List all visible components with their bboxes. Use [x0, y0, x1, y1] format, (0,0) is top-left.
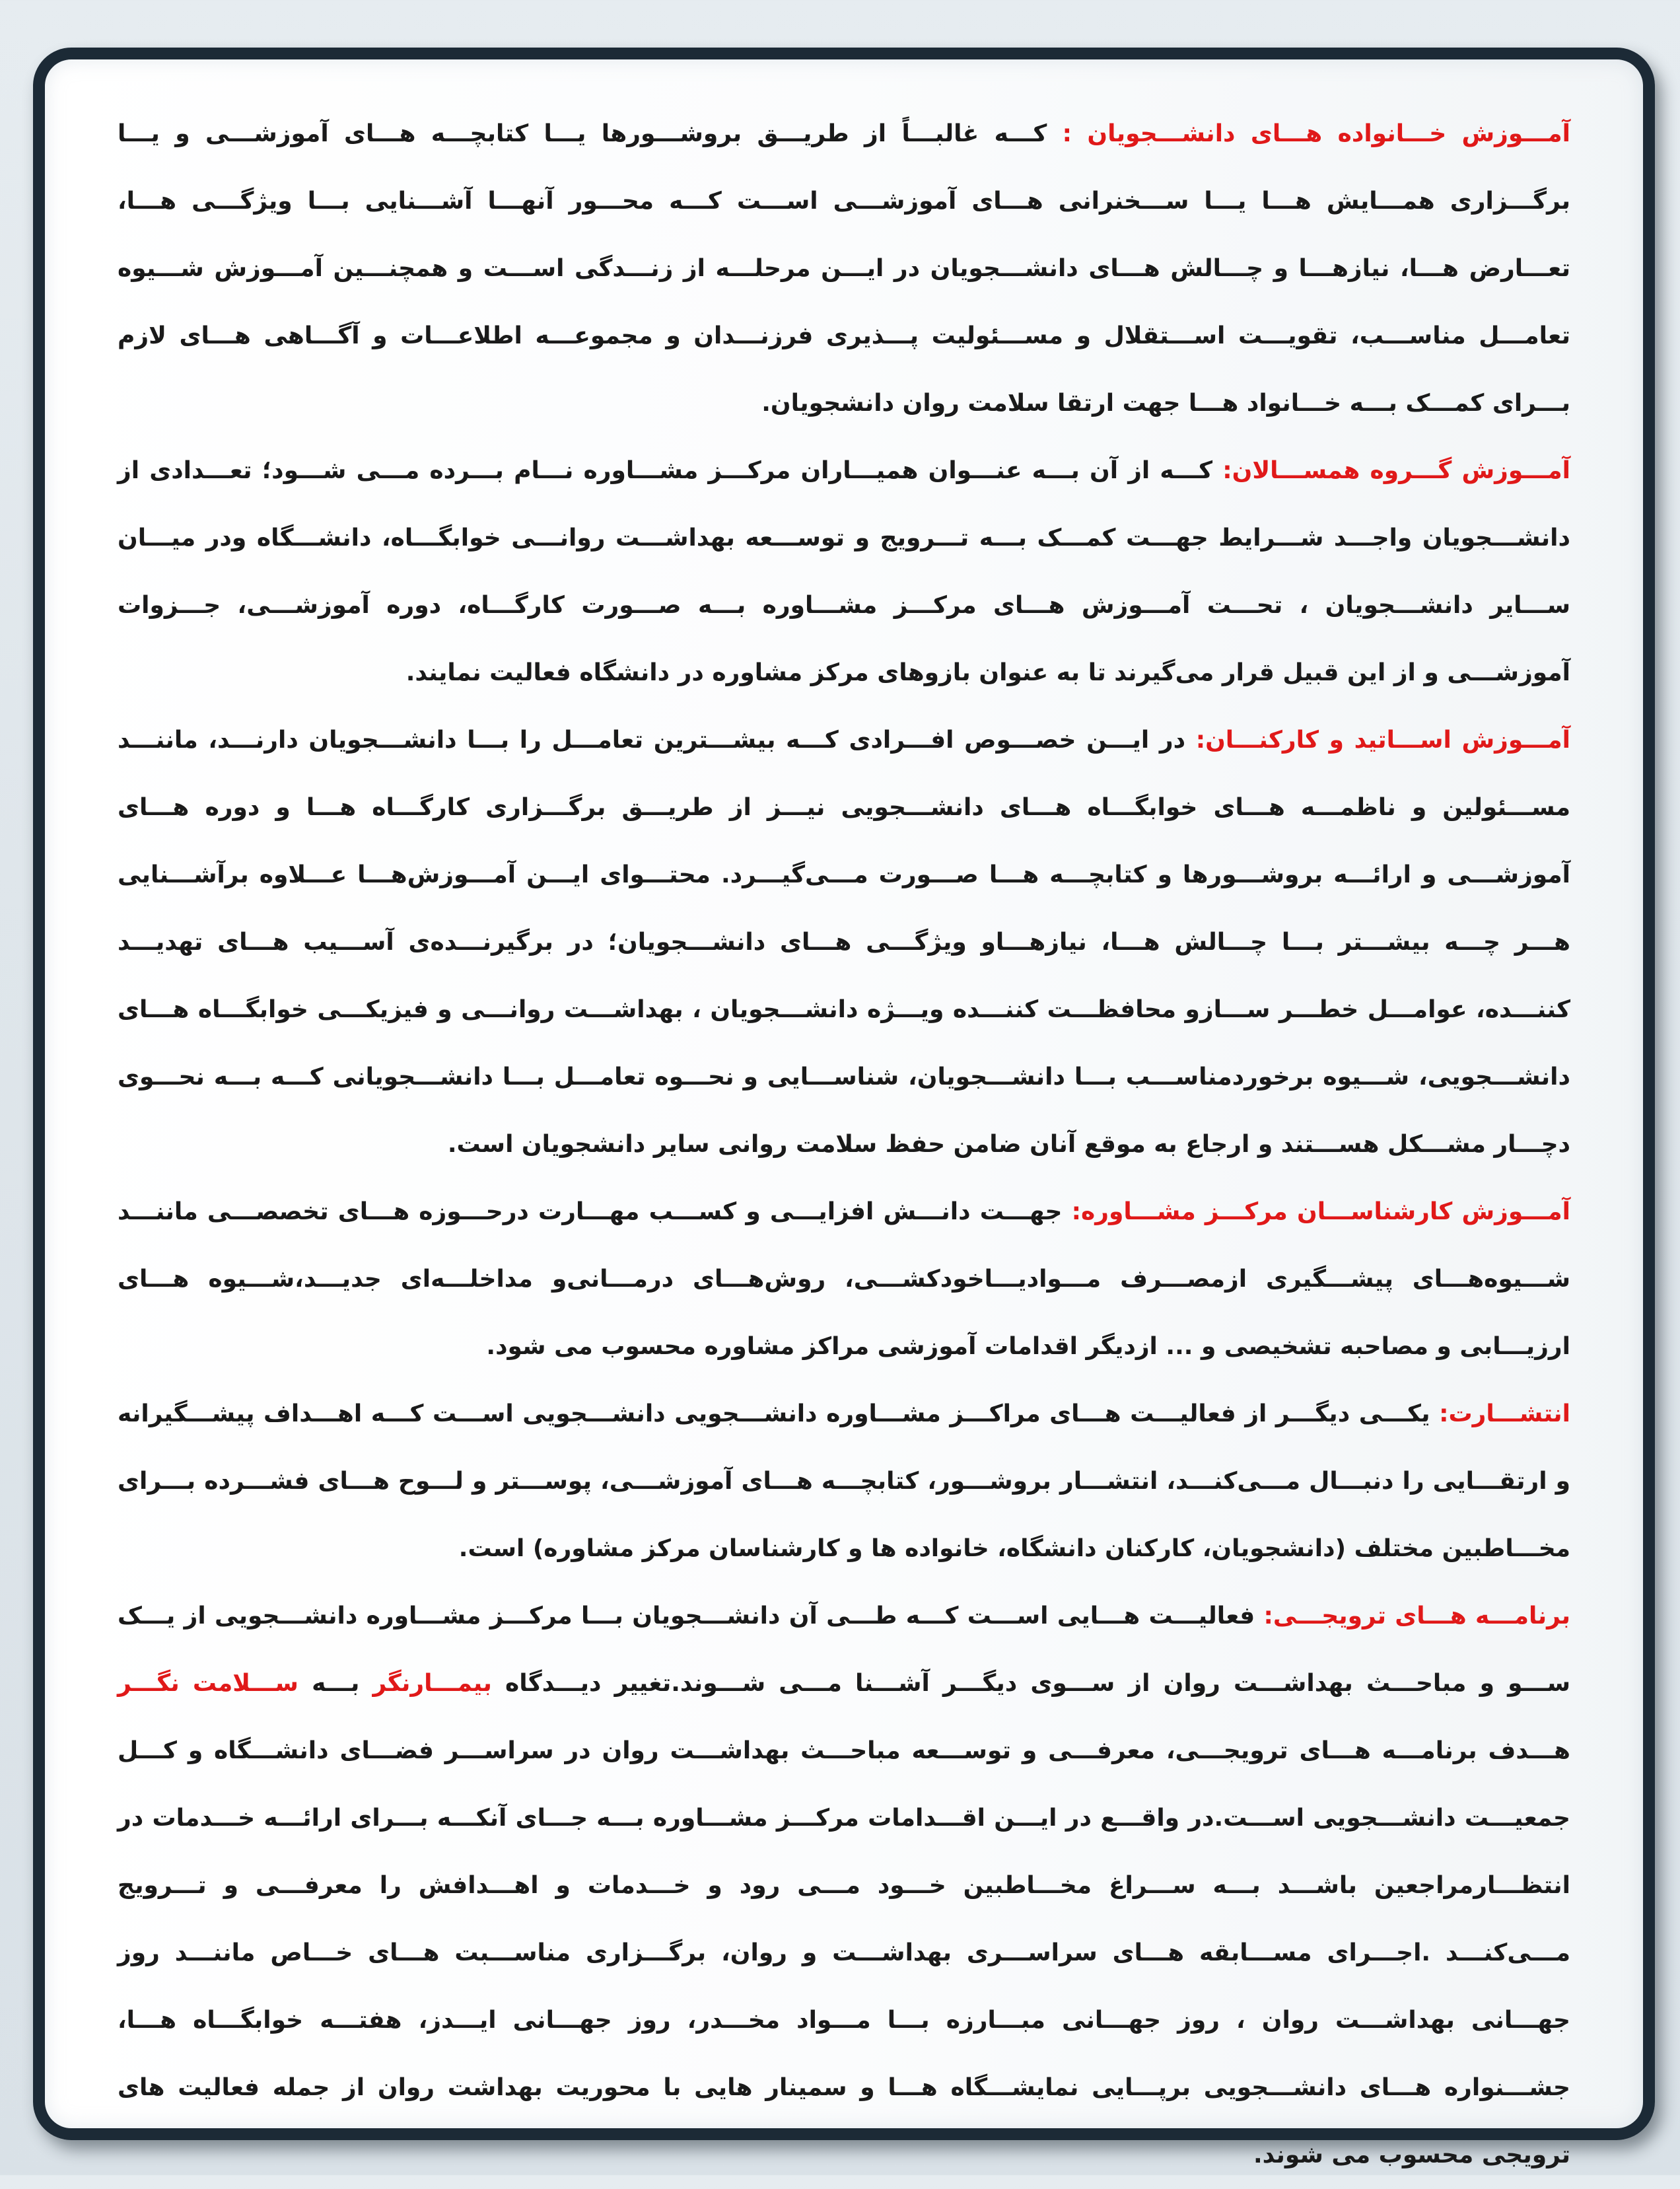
paragraph-family-education [118, 100, 1570, 437]
paragraph-text: هـــدف برنامـــه هـــای ترویجـــی، معرفـــی و توســـعه مباحـــث بهداشـــت روان در سراســـر فضـــای دانشـــگاه و کـــل جمعیـــت دانشـــجویی اســـت.در واقـــع در ایـــن اقـــدامات مرکـــز مشـــاوره بـــه جـــای آنکـــه بـــرای ارائـــه خـــدمات در انتظـــارمراجعین باشـــد بـــه ســـراغ مخـــاطبین خـــود مـــی رود و خـــدمات و اهـــدافش را معرفـــی و تـــرویج مـــی‌کنـــد .اجـــرای مســـابقه هـــای سراســـری بهداشـــت و روان، برگـــزاری مناســـبت هـــای خـــاص ماننـــد روز جهـــانی بهداشـــت روان ، روز جهـــانی مبـــارزه بـــا مـــواد مخـــدر، روز جهـــانی ایـــدز، هفتـــه خوابگـــاه هـــا، جشـــنواره هـــای دانشـــجویی برپـــایی نمایشـــگاه هـــا و سمینار هایی با محوریت بهداشت روان از جمله فعالیت های ترویجی محسوب می شوند. [118, 1737, 1570, 2169]
document-body [118, 100, 1570, 2189]
paragraph-publications [118, 1381, 1570, 1583]
heading-peer-education: آمـــوزش گـــروه همســـالان: [1222, 457, 1570, 484]
page-frame [33, 48, 1655, 2169]
highlight-illness-oriented: بیمـــارنگر [372, 1670, 492, 1697]
paragraph-text: جهـــت دانـــش افزایـــی و کســـب مهـــارت درحـــوزه هـــای تخصصـــی ماننـــد شـــیوه‌هـــای پیشـــگیری ازمصـــرف مـــوادیـــاخودکشـــی، روش‌هـــای درمـــانی‌و مداخلـــه‌ای جدیـــد،شـــیوه هـــای ارزیـــابی و مصاحبه تشخیصی و ... ازدیگر اقدامات آموزشی مراکز مشاوره محسوب می شود. [118, 1198, 1570, 1360]
paragraph-text: کـــه از آن بـــه عنـــوان همیـــاران مرکـــز مشـــاوره نـــام بـــرده مـــی شـــود؛ تعـــدادی از دانشـــجویان واجـــد شـــرایط جهـــت کمـــک بـــه تـــرویج و توســـعه بهداشـــت روانـــی خوابگـــاه، دانشـــگاه ودر میـــان ســـایر دانشـــجویان ، تحـــت آمـــوزش هـــای مرکـــز مشـــاوره بـــه صـــورت کارگـــاه، دوره آموزشـــی، جـــزوات آموزشـــی و از این قبیل قرار می‌گیرند تا به عنوان بازوهای مرکز مشاوره در دانشگاه فعالیت نمایند. [118, 457, 1570, 686]
paragraph-peer-education [118, 437, 1570, 707]
heading-counselor-education: آمـــوزش کارشناســـان مرکـــز مشـــاوره: [1071, 1198, 1570, 1225]
paragraph-promotional-programs [118, 1583, 1570, 2189]
paragraph-text: در ایـــن خصـــوص افـــرادی کـــه بیشـــترین تعامـــل را بـــا دانشـــجویان دارنـــد، ماننـــد مســـئولین و ناظمـــه هـــای خوابگـــاه هـــای دانشـــجویی نیـــز از طریـــق برگـــزاری کارگـــاه هـــا و دوره هـــای آموزشـــی و ارائـــه بروشـــورها و کتابچـــه هـــا صـــورت مـــی‌گیـــرد. محتـــوای ایـــن آمـــوزش‌هـــا عـــلاوه برآشـــنایی هـــر چـــه بیشـــتر بـــا چـــالش هـــا، نیازهـــاو ویژگـــی هـــای دانشـــجویان؛ در برگیرنـــده‌ی آســـیب هـــای تهدیـــد کننـــده، عوامـــل خطـــر ســـازو محافظـــت کننـــده ویـــژه دانشـــجویان ، بهداشـــت روانـــی و فیزیکـــی خوابگـــاه هـــای دانشـــجویی، شـــیوه برخوردمناســـب بـــا دانشـــجویان، شناســـایی و نحـــوه تعامـــل بـــا دانشـــجویانی کـــه بـــه نحـــوی دچـــار مشـــکل هســـتند و ارجاع به موقع آنان ضامن حفظ سلامت روانی سایر دانشجویان است. [118, 727, 1570, 1158]
highlight-health-oriented: ســـلامت نگـــر [118, 1670, 298, 1697]
heading-family-education: آمـــوزش خـــانواده هـــای دانشـــجویان : [1062, 120, 1570, 147]
paragraph-text: یکـــی دیگـــر از فعالیـــت هـــای مراکـــز مشـــاوره دانشـــجویی دانشـــجویی اســـت کـــه اهـــداف پیشـــگیرانه و ارتقـــایی را دنبـــال مـــی‌کنـــد، انتشـــار بروشـــور، کتابچـــه هـــای آموزشـــی، پوســـتر و لـــوح هـــای فشـــرده بـــرای مخـــاطبین مختلف (دانشجویان، کارکنان دانشگاه، خانواده ها و کارشناسان مرکز مشاوره) است. [118, 1400, 1570, 1562]
heading-promotional-programs: برنامـــه هـــای ترویجـــی: [1263, 1602, 1571, 1630]
heading-staff-education: آمـــوزش اســـاتید و کارکنـــان: [1195, 727, 1570, 754]
paragraph-text: فعالیـــت هـــایی اســـت کـــه طـــی آن دانشـــجویان بـــا مرکـــز مشـــاوره دانشـــجویی از یـــک ســـو و مباحـــث بهداشـــت روان از ســـوی دیگـــر آشـــنا مـــی شـــوند.تغییر دیـــدگاه [118, 1602, 1570, 1697]
heading-publications: انتشـــارت: [1439, 1400, 1570, 1427]
paragraph-text: کـــه غالبـــاً از طریـــق بروشـــورها یـــا کتابچـــه هـــای آموزشـــی و یـــا برگـــزاری همـــایش هـــا یـــا ســـخنرانی هـــای آموزشـــی اســـت کـــه محـــور آنهـــا آشـــنایی بـــا ویژگـــی هـــا، تعـــارض هـــا، نیازهـــا و چـــالش هـــای دانشـــجویان در ایـــن مرحلـــه از زنـــدگی اســـت و همچنـــین آمـــوزش شـــیوه تعامـــل مناســـب، تقویـــت اســـتقلال و مســـئولیت پـــذیری فرزنـــدان و مجموعـــه اطلاعـــات و آگـــاهی هـــای لازم بـــرای کمـــک بـــه خـــانواد هـــا جهت ارتقا سلامت روان دانشجویان. [118, 120, 1570, 417]
paragraph-text: بـــه [298, 1670, 373, 1697]
paragraph-staff-education [118, 707, 1570, 1178]
paragraph-counselor-education [118, 1178, 1570, 1381]
